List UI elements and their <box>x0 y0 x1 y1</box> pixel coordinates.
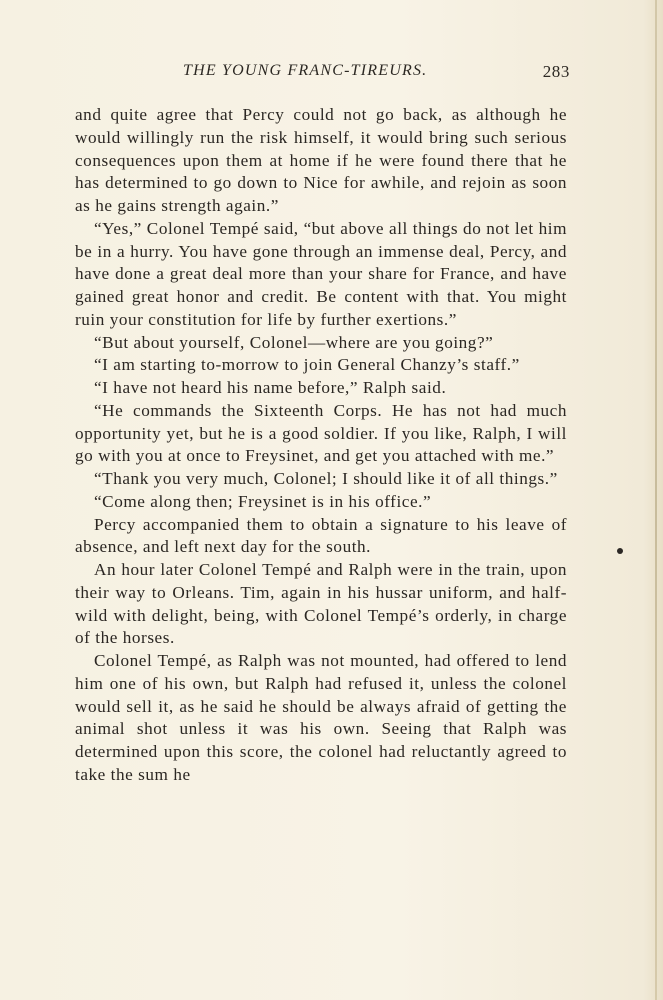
paragraph: “I am starting to-morrow to join General Chanzy’s staff.” <box>94 355 520 375</box>
paragraph: Colonel Tempé, as Ralph was not mounted, had offered to lend him one of his own, but Ralph had refused it, unless the colonel would sell it, as he said he should be always afraid of getting the animal shot unless it was his own. Seeing that Ralph was determined upon this score, the colonel had reluctantly agreed to take the sum he <box>75 651 567 784</box>
body-text <box>75 104 567 787</box>
page-edge <box>655 0 657 1000</box>
page-header <box>75 62 570 86</box>
paragraph: “I have not heard his name before,” Ralph said. <box>94 378 447 397</box>
paragraph: An hour later Colonel Tempé and Ralph were in the train, upon their way to Orleans. Tim, again in his hussar uniform, and half-wild with delight, being, with Colonel Tempé’s orderly, in charge of the horses. <box>75 560 567 648</box>
running-title: THE YOUNG FRANC-TIREURS. <box>183 62 428 79</box>
paragraph: “Yes,” Colonel Tempé said, “but above all things do not let him be in a hurry. You have gone through an immense deal, Percy, and have done a great deal more than your share for France, and have gained great honor and credit. Be content with that. You might ruin your constitution for life by further exertions.” <box>75 218 567 329</box>
paragraph: “But about yourself, Colonel—where are you going?” <box>94 332 494 352</box>
ink-spot <box>617 548 623 554</box>
paragraph: and quite agree that Percy could not go back, as although he would willingly run the risk himself, it would bring such serious consequences upon them at home if he were found there that he has determined to go down to Nice for awhile, and rejoin as soon as he gains strength again.” <box>75 105 567 215</box>
paragraph: Percy accompanied them to obtain a signature to his leave of absence, and left next day for the south. <box>75 514 567 557</box>
paragraph: “He commands the Sixteenth Corps. He has not had much opportunity yet, but he is a good soldier. If you like, Ralph, I will go with you at once to Freysinet, and get you attached with me.” <box>75 400 567 466</box>
paragraph: “Thank you very much, Colonel; I should like it of all things.” <box>94 469 558 488</box>
paragraph: “Come along then; Freysinet is in his office.” <box>94 491 432 511</box>
page-number: 283 <box>542 62 570 81</box>
